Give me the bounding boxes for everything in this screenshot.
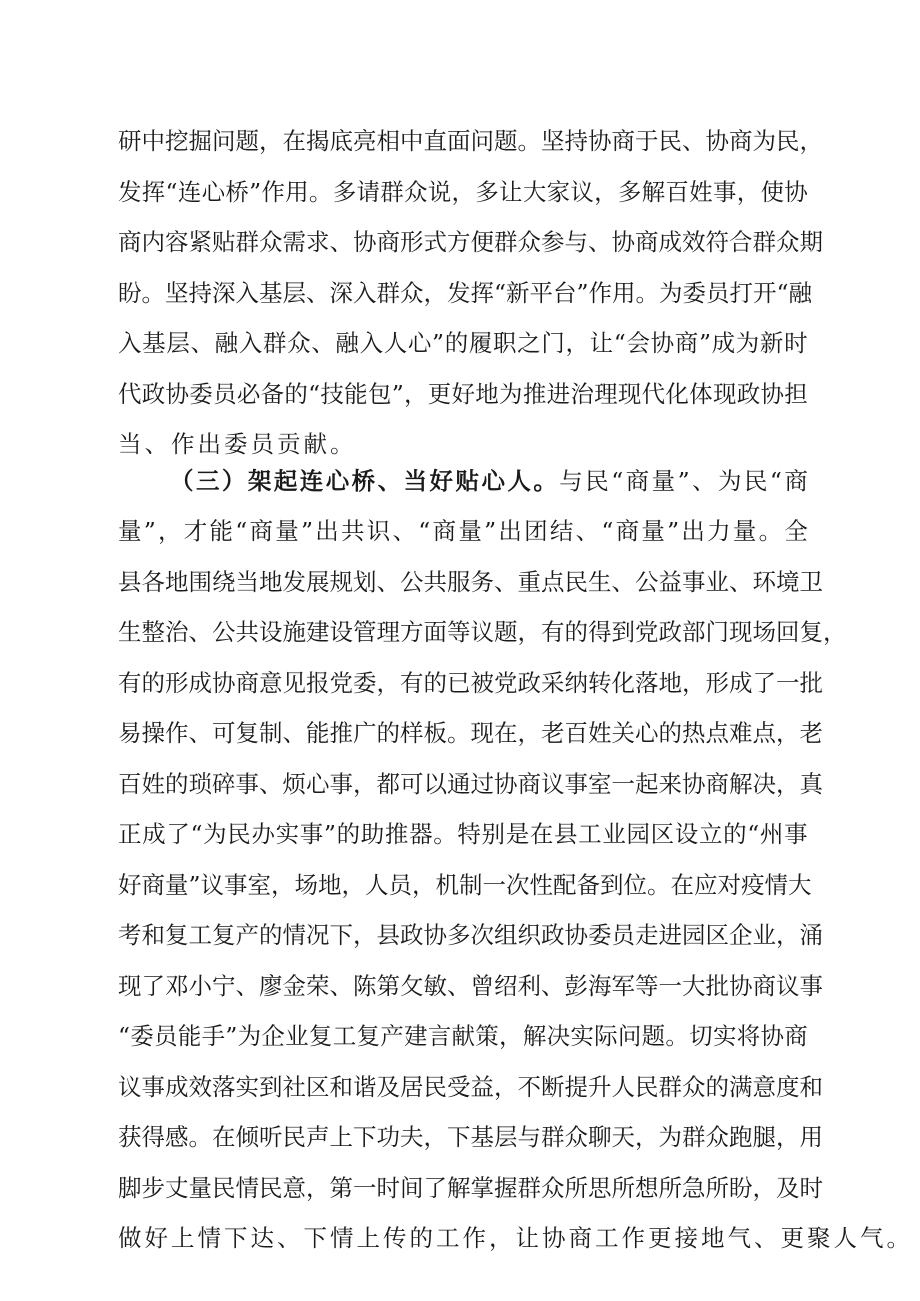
paragraph-2-line: 量 ” ， 才 能 “ 商 量 ” 出 共 识 、 “ 商 量 ” 出 团 结 、 “ 商 量 ” 出 力 量 。 全 (118, 517, 808, 545)
paragraph-2-first-line: （ 三 ） 架 起 连 心 桥 、 当 好 贴 心 人 。 与 民 “ 商 量 ” 、 为 民 “ 商 (170, 467, 808, 495)
paragraph-1-line: 发 挥 “ 连 心 桥 ” 作 用 。 多 请 群 众 说 ， 多 让 大 家 议 ， 多 解 百 姓 事 ， 使 协 (118, 177, 808, 206)
paragraph-2-line: 有 的 形 成 协 商 意 见 报 党 委 ， 有 的 已 被 党 政 采 纳 转 化 落 地 ， 形 成 了 一 批 (118, 668, 823, 697)
paragraph-2-line: 做 好 上 情 下 达 、 下 情 上 传 的 工 作 ， 让 协 商 工 作 更 接 地 气 、 更 聚 人 气 。 (118, 1224, 913, 1252)
paragraph-1-line: 当 、 作 出 委 员 贡 献 。 (118, 430, 357, 458)
paragraph-1-line: 研 中 挖 掘 问 题 ， 在 揭 底 亮 相 中 直 面 问 题 。 坚 持 协 商 于 民 、 协 商 为 民 ， (118, 127, 823, 155)
paragraph-2-line: 生 整 治 、 公 共 设 施 建 设 管 理 方 面 等 议 题 ， 有 的 得 到 党 政 部 门 现 场 回 复 ， (118, 618, 847, 646)
paragraph-1-line: 入 基 层 、 融 入 群 众 、 融 入 人 心 ” 的 履 职 之 门 ， 让 “ 会 协 商 ” 成 为 新 时 (118, 329, 808, 357)
paragraph-2-line: 现 了 邓 小 宁 、 廖 金 荣 、 陈 第 攵 敏 、 曾 绍 利 、 彭 海 军 等 一 大 批 协 商 议 事 (118, 971, 823, 1000)
paragraph-2-line: 脚 步 丈 量 民 情 民 意 ， 第 一 时 间 了 解 掌 握 群 众 所 思 所 想 所 急 所 盼 ， 及 时 (118, 1173, 823, 1202)
paragraph-2-line: 易 操 作 、 可 复 制 、 能 推 广 的 样 板 。 现 在 ， 老 百 姓 关 心 的 热 点 难 点 ， 老 (118, 719, 823, 747)
paragraph-1-line: 代 政 协 委 员 必 备 的 “ 技 能 包 ” ， 更 好 地 为 推 进 治 理 现 代 化 体 现 政 协 担 (118, 379, 808, 408)
paragraph-2-line: 考 和 复 工 复 产 的 情 况 下 ， 县 政 协 多 次 组 织 政 协 委 员 走 进 园 区 企 业 ， 涌 (118, 921, 823, 949)
paragraph-2-line: 县 各 地 围 绕 当 地 发 展 规 划 、 公 共 服 务 、 重 点 民 生 、 公 益 事 业 、 环 境 卫 (118, 567, 823, 596)
paragraph-1-line: 盼 。 坚 持 深 入 基 层 、 深 入 群 众 ， 发 挥 “ 新 平 台 ” 作 用 。 为 委 员 打 开 “ 融 (118, 278, 813, 307)
paragraph-2-line: 好 商 量 ” 议 事 室 ， 场 地 ， 人 员 ， 机 制 一 次 性 配 备 到 位 。 在 应 对 疫 情 大 (118, 870, 812, 899)
paragraph-2-line: 正 成 了 “ 为 民 办 实 事 ” 的 助 推 器 。 特 别 是 在 县 工 业 园 区 设 立 的 “ 州 事 (118, 820, 808, 848)
paragraph-2-line: 获 得 感 。 在 倾 听 民 声 上 下 功 夫 ， 下 基 层 与 群 众 聊 天 ， 为 群 众 跑 腿 ， 用 (118, 1123, 823, 1151)
paragraph-2-line: “ 委 员 能 手 ” 为 企 业 复 工 复 产 建 言 献 策 ， 解 决 实 际 问 题 。 切 实 将 协 商 (118, 1022, 808, 1050)
paragraph-2-line: 议 事 成 效 落 实 到 社 区 和 谐 及 居 民 受 益 ， 不 断 提 升 人 民 群 众 的 满 意 度 和 (118, 1072, 823, 1101)
paragraph-1-line: 商 内 容 紧 贴 群 众 需 求 、 协 商 形 式 方 便 群 众 参 与 、 协 商 成 效 符 合 群 众 期 (118, 228, 823, 256)
paragraph-2-line: 百 姓 的 琐 碎 事 、 烦 心 事 ， 都 可 以 通 过 协 商 议 事 室 一 起 来 协 商 解 决 ， 真 (118, 769, 823, 798)
